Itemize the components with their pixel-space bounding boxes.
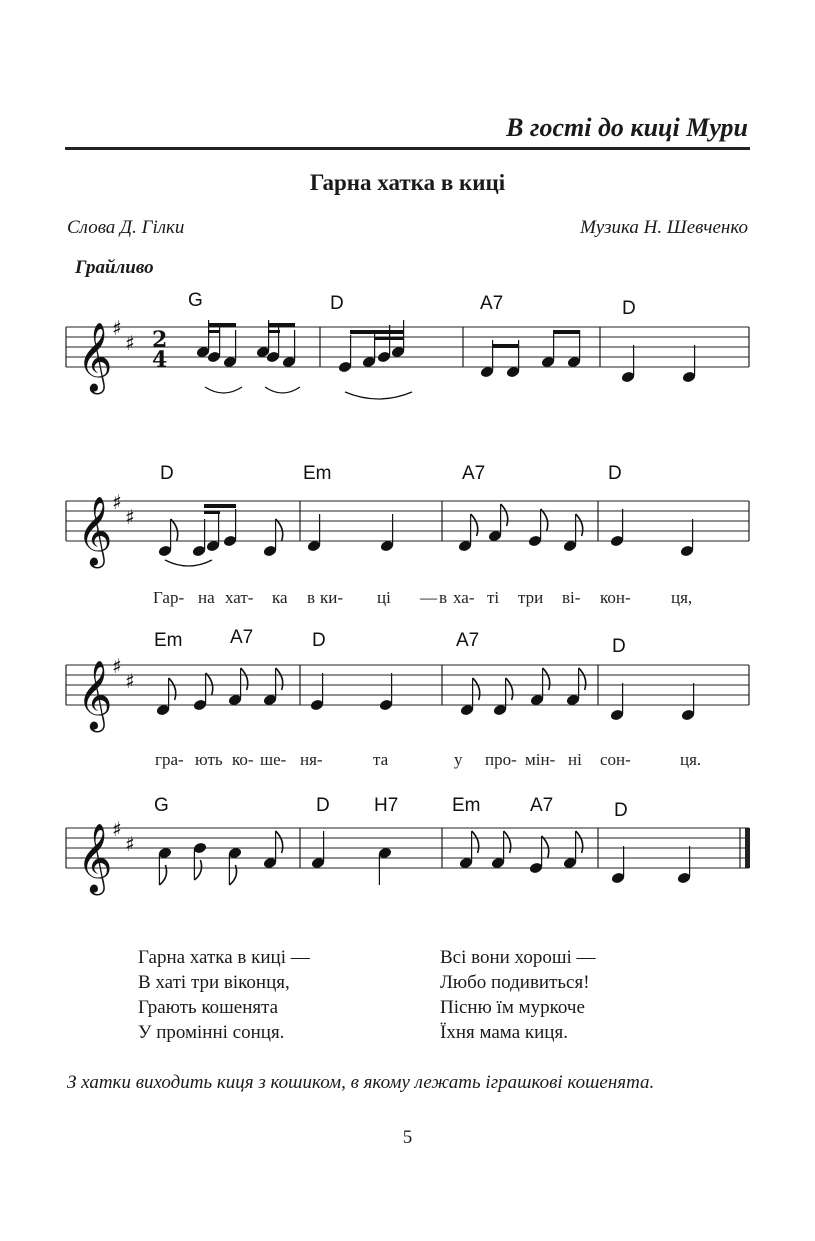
note-beam [492, 344, 519, 348]
page-number: 5 [402, 1127, 413, 1148]
note-flag [579, 668, 586, 690]
chord-symbol: D [612, 636, 626, 657]
note-flag [506, 678, 513, 700]
verse-line: Всі вони хороші — [440, 947, 596, 968]
note-flag [171, 519, 178, 541]
chord-symbol: A7 [462, 463, 486, 484]
note-beam [350, 330, 404, 334]
chord-symbol: H7 [374, 795, 399, 816]
time-signature-top: 2 [152, 327, 168, 353]
note-beam [553, 330, 580, 334]
sharp-c: ♯ [125, 832, 135, 856]
time-signature-bottom: 4 [152, 347, 168, 373]
note-flag [576, 831, 583, 853]
chord-symbol: D [622, 298, 636, 319]
lyrics-credit: Слова Д. Гілки [67, 217, 185, 238]
slur [265, 387, 300, 393]
lyric-syllable: ка [272, 588, 288, 607]
chord-symbol: D [614, 800, 628, 821]
note-beam [374, 337, 404, 340]
music-credit: Музика Н. Шевченко [580, 217, 748, 238]
note-flag [473, 678, 480, 700]
note-beam [208, 330, 220, 333]
song-title: Гарна хатка в киці [309, 170, 506, 195]
lyric-syllable: на [198, 588, 215, 607]
note-beam [204, 511, 220, 514]
note-flag [206, 673, 213, 695]
treble-clef: 𝄞 [77, 823, 113, 893]
lyric-syllable: Гар- [153, 588, 185, 607]
lyric-syllable: хат- [225, 588, 254, 607]
chord-symbol: A7 [530, 795, 554, 816]
note-flag [501, 504, 508, 526]
verse-right [440, 945, 596, 1045]
chord-symbol: Em [452, 795, 481, 816]
note-flag [276, 668, 283, 690]
chord-symbol: D [160, 463, 174, 484]
lyric-syllable: ця, [671, 588, 693, 607]
chord-symbol: D [330, 293, 344, 314]
note-flag [169, 678, 176, 700]
verse-line: У промінні сонця. [138, 1022, 285, 1043]
chord-symbol: A7 [230, 627, 254, 648]
section-title: В гості до киці Мури [506, 113, 748, 142]
note-beam [208, 323, 236, 327]
tempo-marking: Грайливо [75, 257, 154, 278]
slur [345, 392, 412, 399]
lyric-syllable: мін- [525, 750, 556, 769]
verse-left [138, 945, 310, 1045]
final-barline [745, 828, 750, 868]
lyric-syllable: в [307, 588, 316, 607]
verse-line: В хаті три віконця, [138, 972, 290, 993]
chord-symbol: D [316, 795, 330, 816]
lyric-syllable: гра- [155, 750, 184, 769]
note-flag [543, 668, 550, 690]
lyric-syllable: ха- [453, 588, 475, 607]
stage-direction: З хатки виходить киця з кошиком, в якому лежать іграшкові кошенята. [67, 1072, 655, 1093]
lyric-syllable: ко- [232, 750, 254, 769]
sharp-c: ♯ [125, 669, 135, 693]
note-beam [268, 330, 280, 333]
verse-line: Грають кошенята [138, 997, 279, 1018]
note-flag [194, 860, 201, 880]
lyric-syllable: ки- [320, 588, 344, 607]
treble-clef: 𝄞 [77, 322, 113, 392]
sharp-f: ♯ [112, 654, 122, 678]
chord-symbol: Em [154, 630, 183, 651]
note-flag [276, 831, 283, 853]
verse-line: Пісню їм муркоче [440, 997, 585, 1018]
verse-line: Їхня мама киця. [440, 1022, 568, 1043]
treble-clef: 𝄞 [77, 496, 113, 566]
note-flag [576, 514, 583, 536]
lyric-syllable: в [439, 588, 448, 607]
sharp-c: ♯ [125, 331, 135, 355]
note-flag [276, 519, 283, 541]
note-beam [268, 323, 295, 327]
note-flag [472, 831, 479, 853]
treble-clef: 𝄞 [77, 660, 113, 730]
chord-symbol: G [154, 795, 169, 816]
lyric-syllable: ця. [680, 750, 702, 769]
chord-symbol: Em [303, 463, 332, 484]
lyric-syllable: ні [568, 750, 582, 769]
chord-symbol: A7 [456, 630, 480, 651]
slur [165, 560, 212, 566]
verse-line: Гарна хатка в киці — [138, 947, 310, 968]
lyric-syllable: сон- [600, 750, 631, 769]
verse-line: Любо подивиться! [440, 972, 590, 993]
lyric-syllable: ють [195, 750, 223, 769]
sharp-f: ♯ [112, 316, 122, 340]
chord-symbol: D [312, 630, 326, 651]
lyric-syllable: ті [487, 588, 500, 607]
chord-symbol: A7 [480, 293, 504, 314]
lyric-syllable: — [420, 588, 437, 607]
note-flag [241, 668, 248, 690]
note-flag [504, 831, 511, 853]
lyric-syllable: три [518, 588, 544, 607]
lyric-syllable: у [454, 750, 463, 769]
lyric-syllable: про- [485, 750, 517, 769]
sharp-f: ♯ [112, 817, 122, 841]
lyric-syllable: ня- [300, 750, 323, 769]
sharp-f: ♯ [112, 490, 122, 514]
lyric-syllable: ці [377, 588, 391, 607]
note-flag [471, 514, 478, 536]
chord-symbol: D [608, 463, 622, 484]
lyric-syllable: кон- [600, 588, 631, 607]
lyric-syllable: та [373, 750, 389, 769]
note-flag [542, 836, 549, 858]
note-beam [204, 504, 236, 508]
lyric-syllable: ві- [562, 588, 581, 607]
chord-symbol: G [188, 290, 203, 311]
sharp-c: ♯ [125, 505, 135, 529]
note-flag [541, 509, 548, 531]
lyric-syllable: ше- [260, 750, 287, 769]
slur [205, 387, 242, 393]
